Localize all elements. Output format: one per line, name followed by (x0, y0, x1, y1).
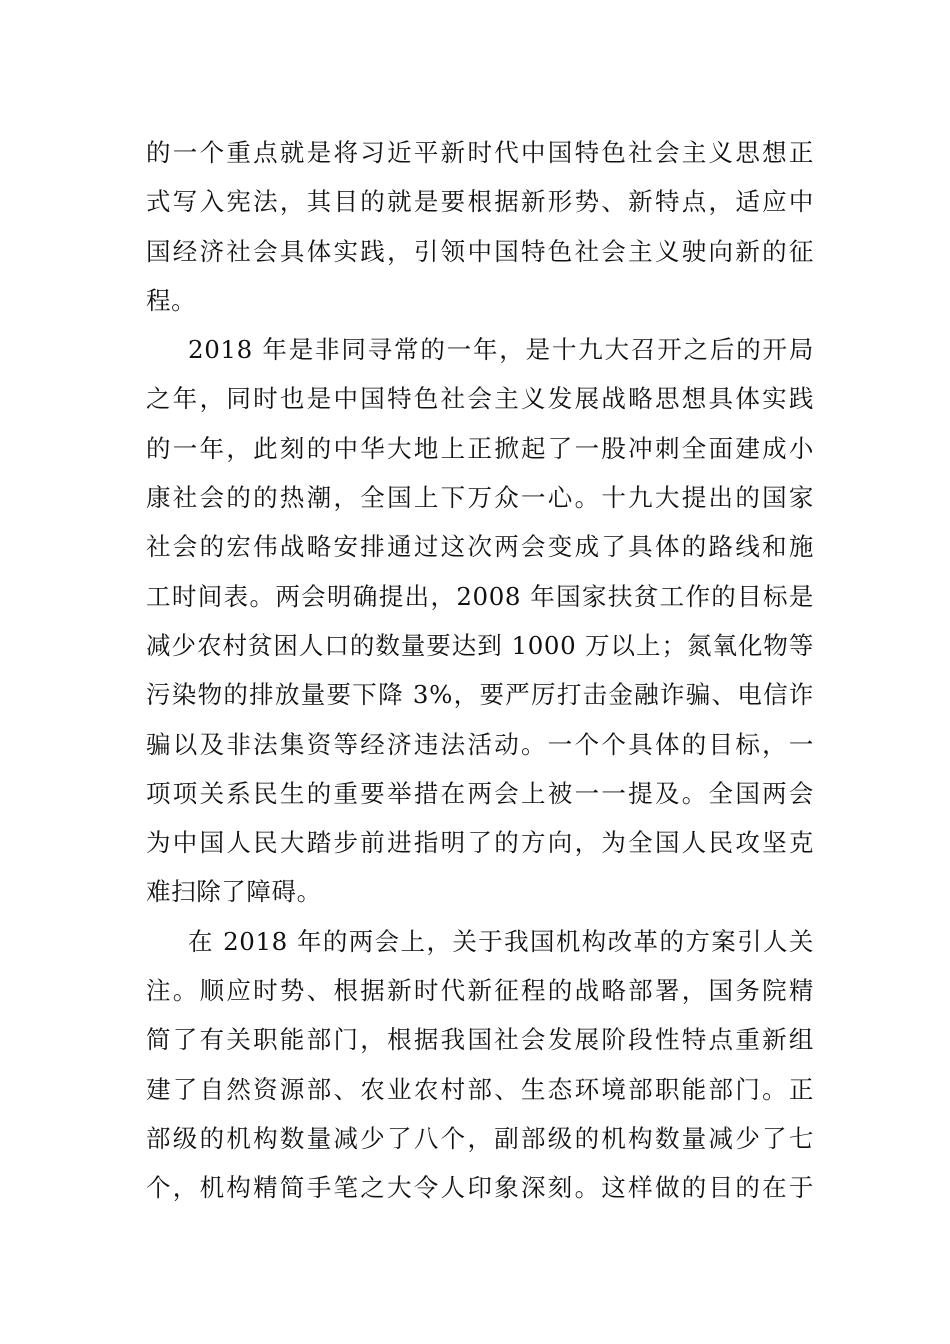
paragraph-2-line-9: 骗以及非法集资等经济违法活动。一个个具体的目标，一 (146, 729, 814, 759)
paragraph-2-line-2: 之年，同时也是中国特色社会主义发展战略思想具体实践 (146, 384, 814, 414)
paragraph-2-line-12: 难扫除了障碍。 (146, 877, 322, 907)
body-text (146, 128, 814, 1213)
paragraph-2-line-1: 2018 年是非同寻常的一年，是十九大召开之后的开局 (188, 335, 814, 365)
paragraph-2-line-6: 工时间表。两会明确提出，2008 年国家扶贫工作的目标是 (146, 581, 814, 611)
paragraph-2-line-8: 污染物的排放量要下降 3%，要严厉打击金融诈骗、电信诈 (146, 680, 814, 710)
paragraph-2-line-5: 社会的宏伟战略安排通过这次两会变成了具体的路线和施 (146, 532, 814, 562)
paragraph-2-line-11: 为中国人民大踏步前进指明了的方向，为全国人民攻坚克 (146, 828, 814, 858)
paragraph-2-line-4: 康社会的的热潮，全国上下万众一心。十九大提出的国家 (146, 483, 814, 513)
paragraph-3-line-5: 部级的机构数量减少了八个，副部级的机构数量减少了七 (146, 1123, 814, 1153)
paragraph-3-line-6: 个，机构精简手笔之大令人印象深刻。这样做的目的在于 (146, 1173, 814, 1203)
paragraph-2-line-3: 的一年，此刻的中华大地上正掀起了一股冲刺全面建成小 (146, 433, 814, 463)
paragraph-3-line-4: 建了自然资源部、农业农村部、生态环境部职能部门。正 (146, 1074, 814, 1104)
paragraph-1-line-4: 程。 (146, 285, 197, 315)
paragraph-1-line-1: 的一个重点就是将习近平新时代中国特色社会主义思想正 (146, 138, 814, 167)
paragraph-3-line-1: 在 2018 年的两会上，关于我国机构改革的方案引人关 (188, 926, 814, 956)
paragraph-3-line-3: 简了有关职能部门，根据我国社会发展阶段性特点重新组 (146, 1025, 814, 1055)
paragraph-1-line-2: 式写入宪法，其目的就是要根据新形势、新特点，适应中 (146, 187, 814, 217)
paragraph-2-line-10: 项项关系民生的重要举措在两会上被一一提及。全国两会 (146, 778, 814, 808)
paragraph-2-line-7: 减少农村贫困人口的数量要达到 1000 万以上；氮氧化物等 (146, 630, 814, 660)
paragraph-3-line-2: 注。顺应时势、根据新时代新征程的战略部署，国务院精 (146, 976, 814, 1006)
paragraph-1-line-3: 国经济社会具体实践，引领中国特色社会主义驶向新的征 (146, 236, 814, 266)
